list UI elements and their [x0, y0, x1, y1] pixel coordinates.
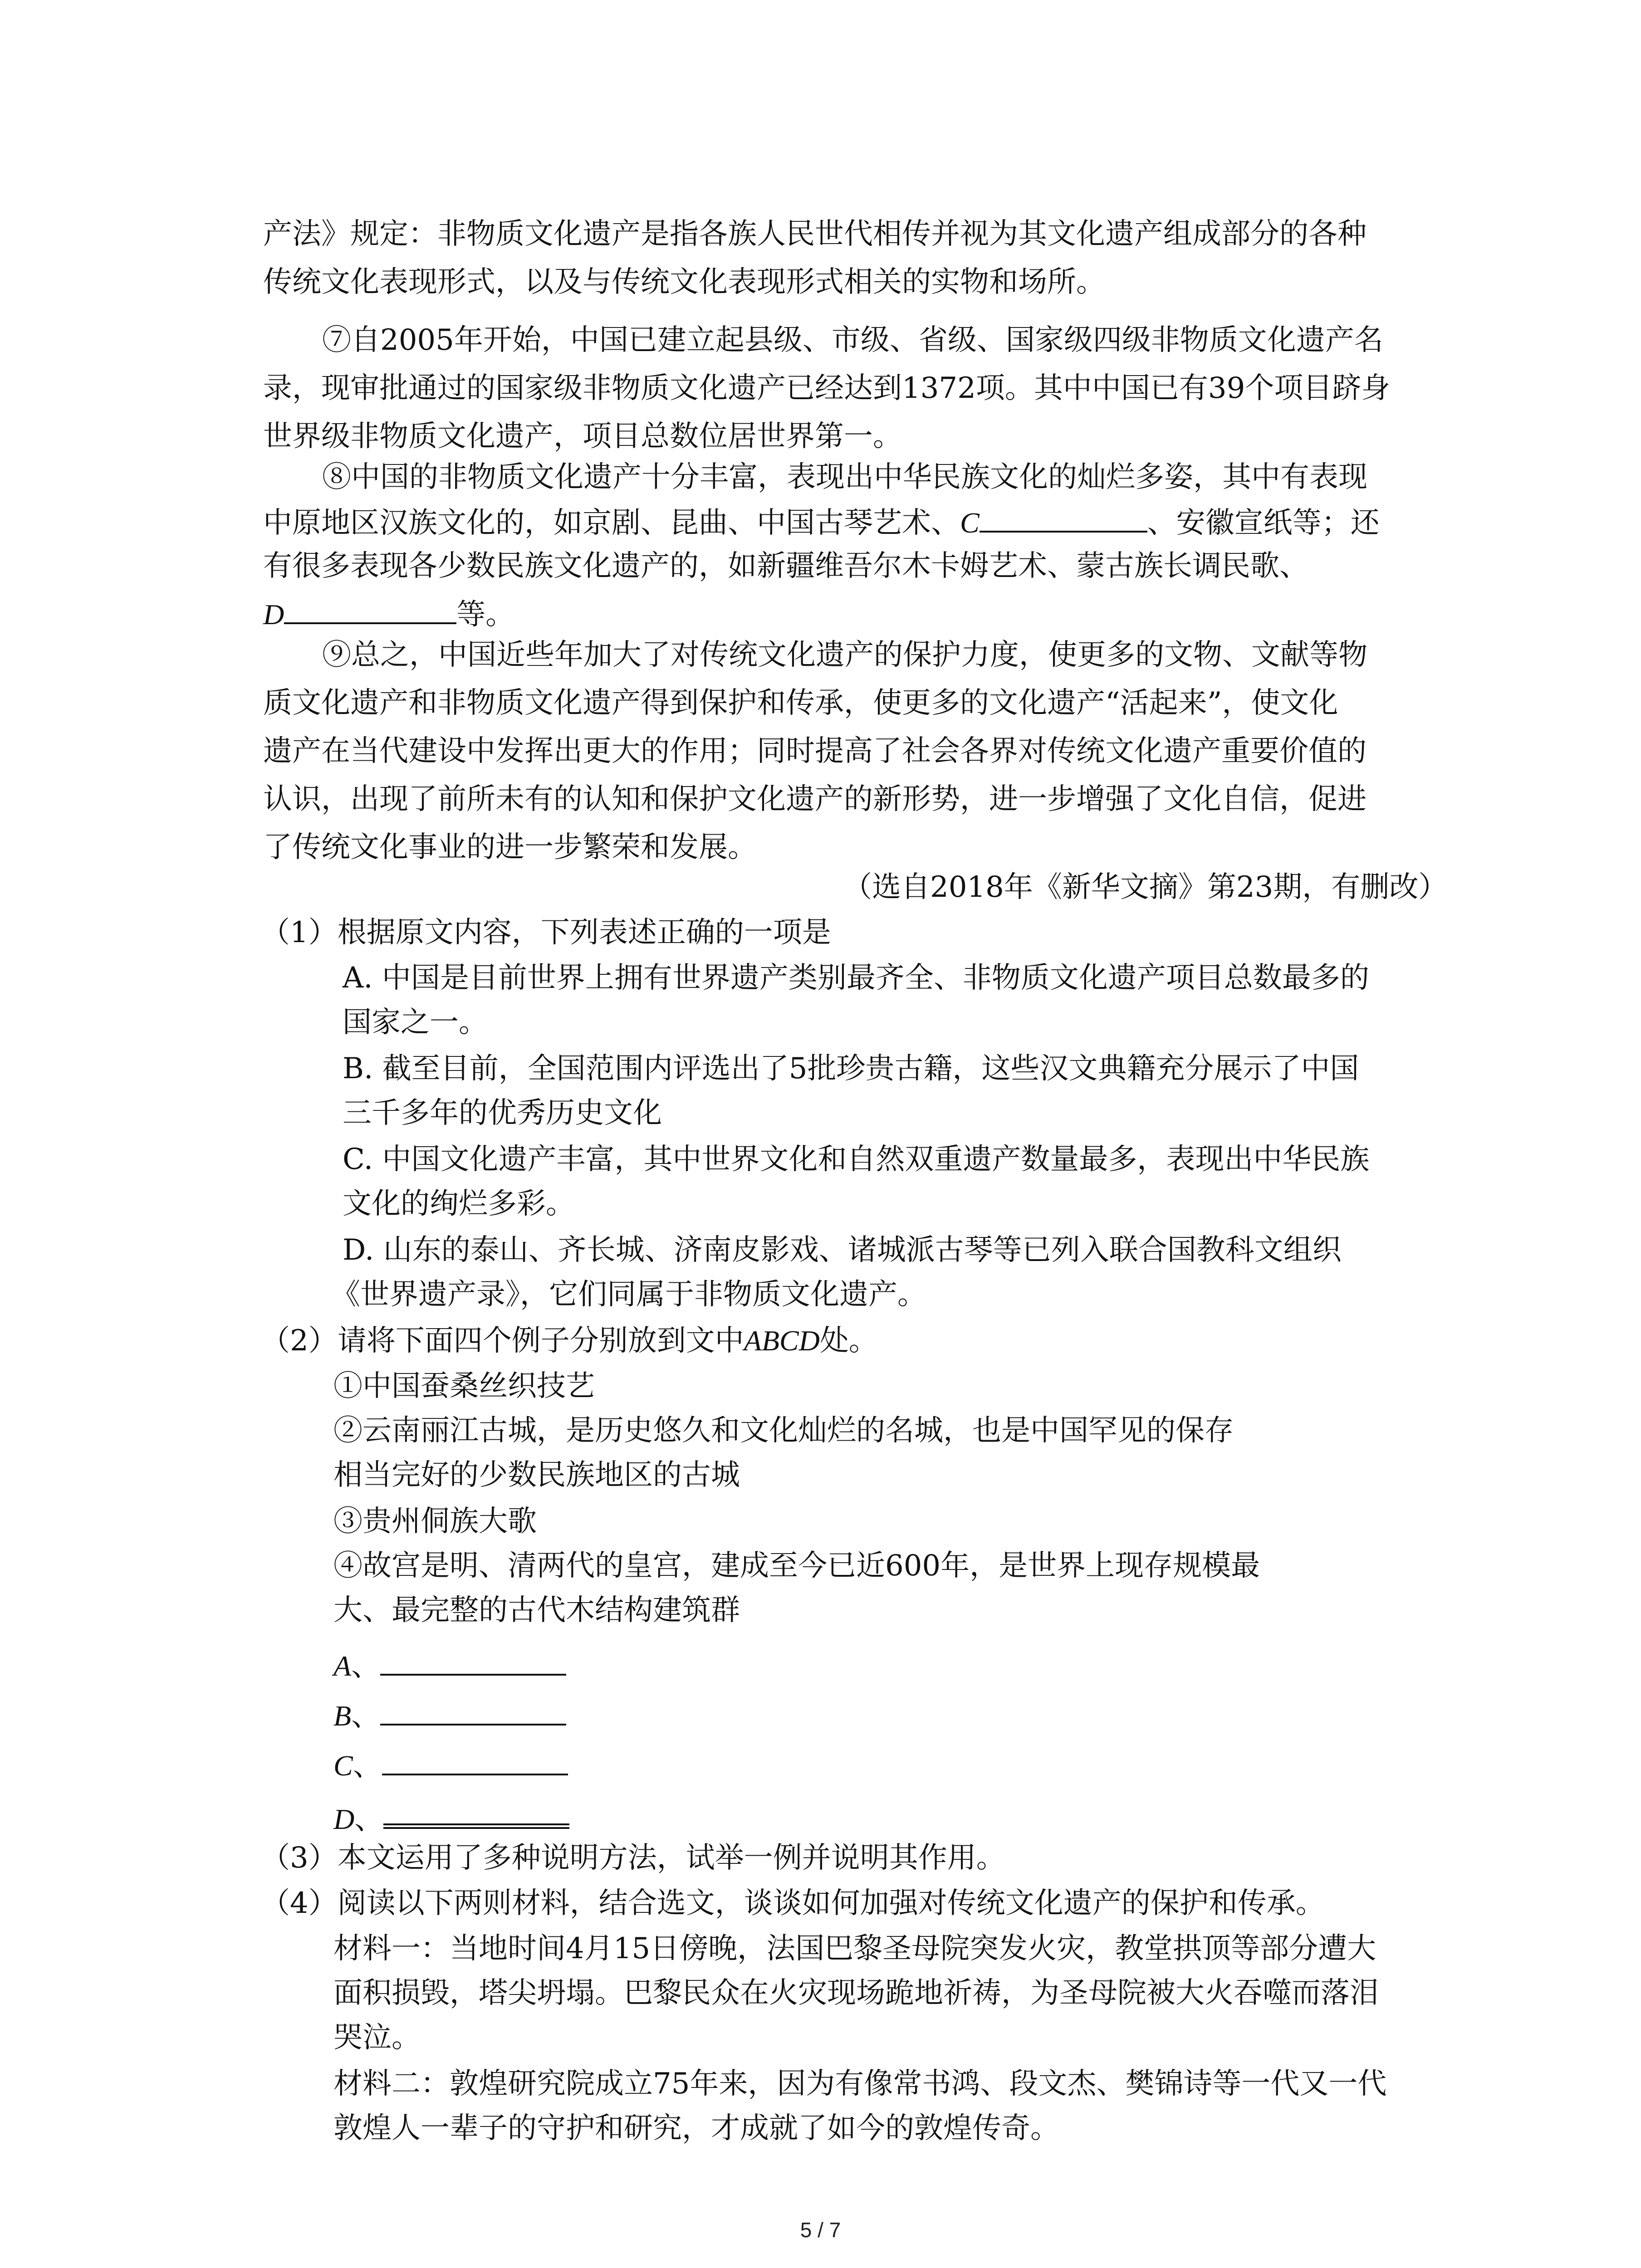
question-4-stem: （4）阅读以下两则材料，结合选文，谈谈如何加强对传统文化遗产的保护和传承。 — [261, 1887, 1325, 1920]
answer-a-blank[interactable] — [380, 1642, 566, 1676]
material-1-line3: 哭泣。 — [333, 2021, 421, 2054]
blank-c-underline — [980, 499, 1147, 533]
q2-answer-a: A、 — [333, 1642, 566, 1688]
answer-d-blank[interactable] — [383, 1792, 569, 1829]
q1-option-a-line2: 国家之一。 — [343, 1006, 488, 1039]
q2-example-4-line1: ④故宫是明、清两代的皇宫，建成至今已近600年，是世界上现存规模最 — [333, 1549, 1260, 1583]
passage-p7-line1: ⑦自2005年开始，中国已建立起县级、市级、省级、国家级四级非物质文化遗产名 — [322, 323, 1383, 357]
q1-option-d-line2: 《世界遗产录》，它们同属于非物质文化遗产。 — [331, 1278, 926, 1311]
q2-answer-b: B、 — [333, 1692, 566, 1738]
q2-example-2-line1: ②云南丽江古城，是历史悠久和文化灿烂的名城，也是中国罕见的保存 — [333, 1414, 1234, 1447]
passage-p6-line2: 传统文化表现形式，以及与传统文化表现形式相关的实物和场所。 — [263, 265, 1105, 299]
question-2-stem: （2）请将下面四个例子分别放到文中ABCD处。 — [261, 1324, 878, 1358]
page-number: 5 / 7 — [800, 2218, 841, 2242]
q1-option-d-line1: D. 山东的泰山、齐长城、济南皮影戏、诸城派古琴等已列入联合国教科文组织 — [343, 1233, 1342, 1267]
answer-b-blank[interactable] — [380, 1692, 566, 1725]
blank-d-underline — [284, 591, 456, 624]
passage-p7-line3: 世界级非物质文化遗产，项目总数位居世界第一。 — [263, 420, 902, 453]
passage-p9-line1: ⑨总之，中国近些年加大了对传统文化遗产的保护力度，使更多的文物、文献等物 — [322, 638, 1367, 672]
blank-marker-d: D — [263, 598, 284, 631]
q2-answer-d: D、 — [333, 1792, 569, 1841]
passage-p9-line5: 了传统文化事业的进一步繁荣和发展。 — [263, 831, 757, 864]
q1-option-b-line2: 三千多年的优秀历史文化 — [343, 1096, 662, 1130]
passage-p8-line3: 有很多表现各少数民族文化遗产的，如新疆维吾尔木卡姆艺术、蒙古族长调民歌、 — [263, 549, 1308, 583]
passage-p8-line4: D 等。 — [263, 591, 514, 636]
passage-p9-line2: 质文化遗产和非物质文化遗产得到保护和传承，使更多的文化遗产“活起来”，使文化 — [263, 686, 1338, 720]
q2-example-2-line2: 相当完好的少数民族地区的古城 — [333, 1458, 740, 1492]
passage-p8-line2: 中原地区汉族文化的，如京剧、昆曲、中国古琴艺术、C 、安徽宣纸等；还 — [263, 499, 1380, 545]
material-1-line1: 材料一：当地时间4月15日傍晚，法国巴黎圣母院突发火灾，教堂拱顶等部分遭大 — [333, 1932, 1376, 1965]
passage-p9-line3: 遗产在当代建设中发挥出更大的作用；同时提高了社会各界对传统文化遗产重要价值的 — [263, 734, 1367, 768]
q2-answer-c: C、 — [333, 1742, 568, 1788]
passage-p8-line1: ⑧中国的非物质文化遗产十分丰富，表现出中华民族文化的灿烂多姿，其中有表现 — [322, 460, 1367, 494]
answer-c-blank[interactable] — [382, 1742, 568, 1775]
q1-option-c-line1: C. 中国文化遗产丰富，其中世界文化和自然双重遗产数量最多，表现出中华民族 — [343, 1143, 1370, 1176]
passage-p7-line2: 录，现审批通过的国家级非物质文化遗产已经达到1372项。其中中国已有39个项目跻身 — [263, 371, 1391, 405]
q2-example-4-line2: 大、最完整的古代木结构建筑群 — [333, 1593, 740, 1627]
passage-p9-line4: 认识，出现了前所未有的认知和保护文化遗产的新形势，进一步增强了文化自信，促进 — [263, 782, 1367, 816]
q1-option-a-line1: A. 中国是目前世界上拥有世界遗产类别最齐全、非物质文化遗产项目总数最多的 — [343, 961, 1369, 995]
blank-marker-c: C — [960, 507, 980, 539]
question-3-stem: （3）本文运用了多种说明方法，试举一例并说明其作用。 — [261, 1841, 1005, 1875]
q1-option-c-line2: 文化的绚烂多彩。 — [343, 1187, 575, 1221]
q1-option-b-line1: B. 截至目前，全国范围内评选出了5批珍贵古籍，这些汉文典籍充分展示了中国 — [343, 1052, 1359, 1085]
passage-p6-line1: 产法》规定：非物质文化遗产是指各族人民世代相传并视为其文化遗产组成部分的各种 — [263, 217, 1367, 251]
q2-example-1: ①中国蚕桑丝织技艺 — [333, 1369, 595, 1403]
material-2-line1: 材料二：敦煌研究院成立75年来，因为有像常书鸿、段文杰、樊锦诗等一代又一代 — [333, 2067, 1387, 2101]
question-1-stem: （1）根据原文内容，下列表述正确的一项是 — [261, 916, 831, 949]
q2-example-3: ③贵州侗族大歌 — [333, 1505, 537, 1538]
material-1-line2: 面积损毁，塔尖坍塌。巴黎民众在火灾现场跪地祈祷，为圣母院被大火吞噬而落泪 — [333, 1976, 1379, 2010]
source-citation: （选自2018年《新华文摘》第23期，有删改） — [843, 870, 1448, 904]
material-2-line2: 敦煌人一辈子的守护和研究，才成就了如今的敦煌传奇。 — [333, 2112, 1059, 2145]
